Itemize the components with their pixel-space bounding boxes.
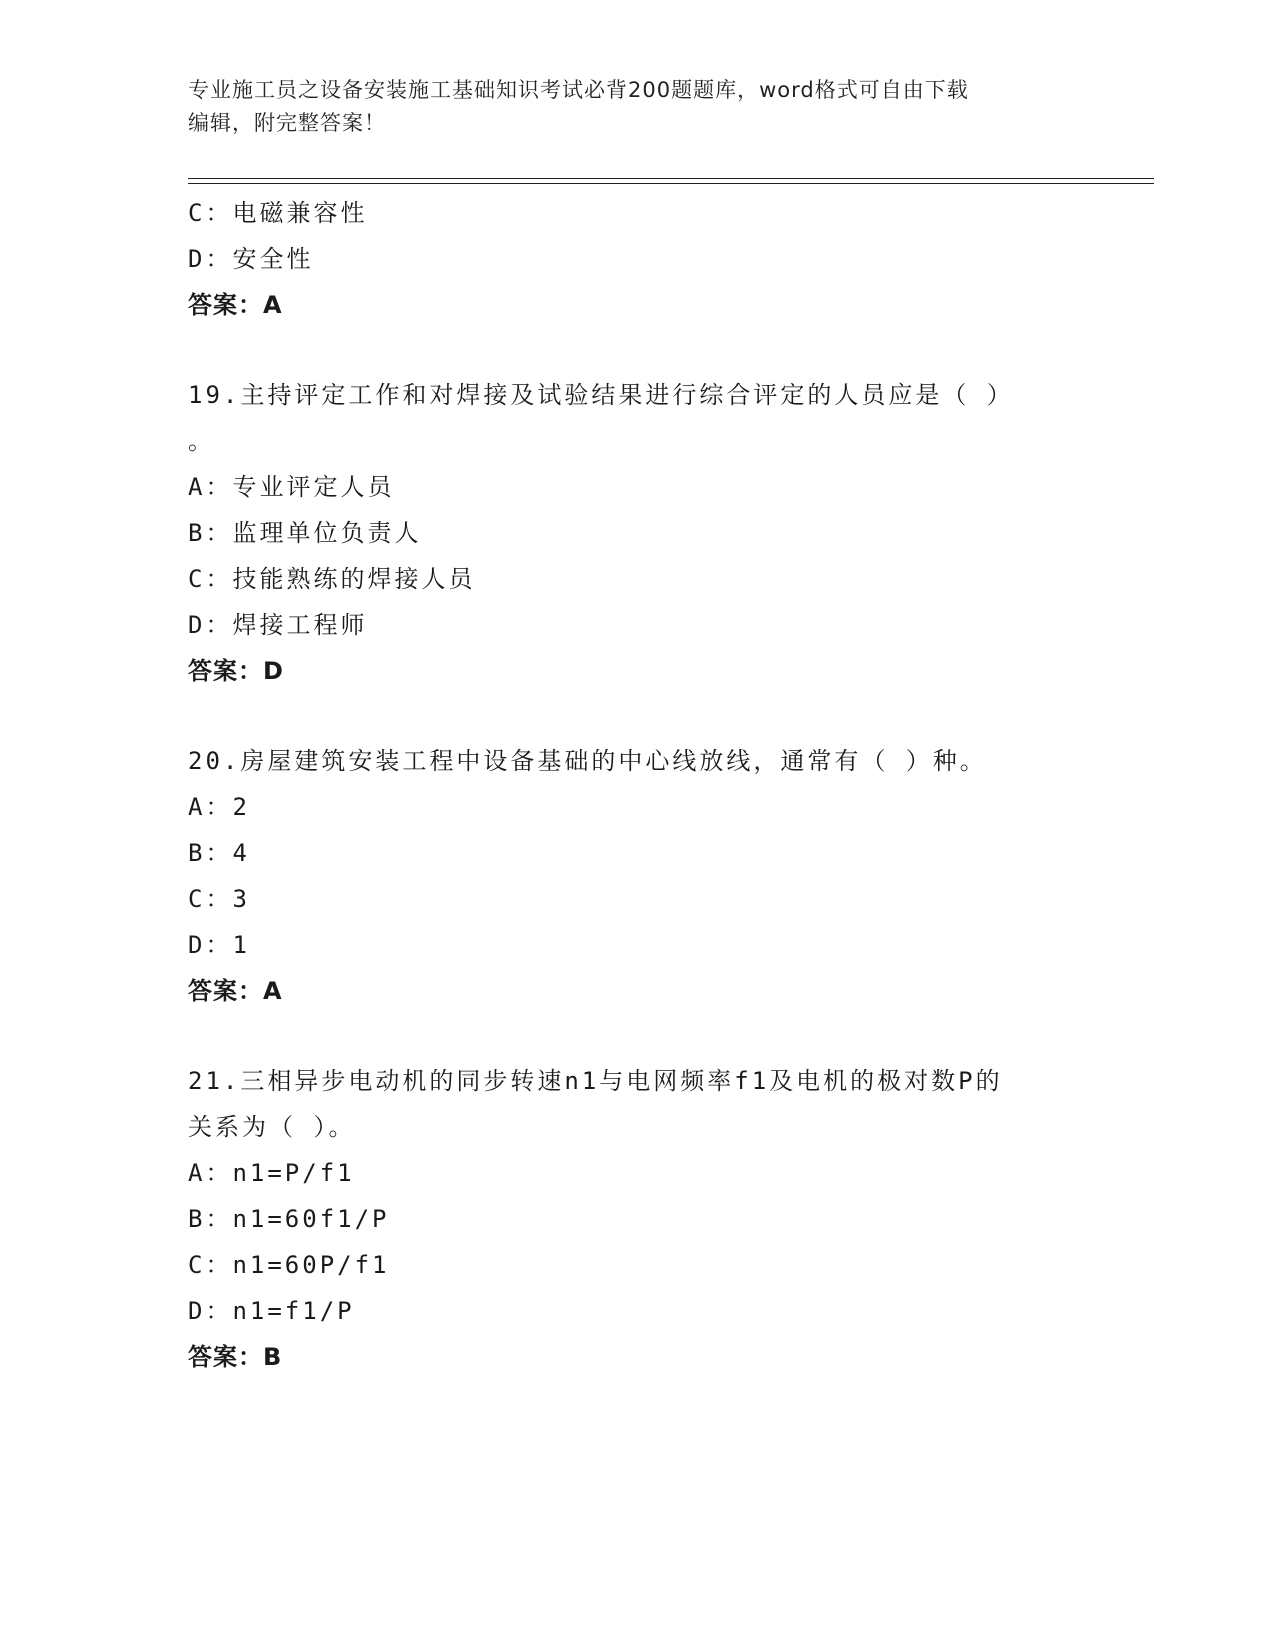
answer-label: 答案：D	[188, 657, 284, 685]
question-text-line1: 20.房屋建筑安装工程中设备基础的中心线放线，通常有（ ）种。	[188, 747, 987, 775]
question-text-line2: 关系为（ ）。	[188, 1113, 356, 1141]
question-20	[188, 738, 1088, 1014]
question-spacer	[188, 1014, 1088, 1058]
header-title-line1: 专业施工员之设备安装施工基础知识考试必背200题题库，word格式可自由下载	[188, 78, 969, 102]
question-list	[188, 190, 1088, 1380]
option-d: D：焊接工程师	[188, 611, 368, 639]
question-text-line1: 21.三相异步电动机的同步转速n1与电网频率f1及电机的极对数P的	[188, 1067, 1003, 1095]
option-c: C：技能熟练的焊接人员	[188, 565, 476, 593]
question-spacer	[188, 328, 1088, 372]
option-d: D：1	[188, 931, 250, 959]
option-d: D：n1=f1/P	[188, 1297, 355, 1325]
option-a: A：2	[188, 793, 250, 821]
answer-label: 答案：B	[188, 1343, 283, 1371]
document-header	[188, 74, 1088, 140]
question-18-tail	[188, 190, 1088, 328]
question-19	[188, 372, 1088, 694]
option-c: C：n1=60P/f1	[188, 1251, 390, 1279]
question-21	[188, 1058, 1088, 1380]
option-a: A：专业评定人员	[188, 473, 395, 501]
option-b: B：n1=60f1/P	[188, 1205, 390, 1233]
header-title-line2: 编辑，附完整答案！	[188, 111, 386, 135]
option-c: C：3	[188, 885, 250, 913]
answer-label: 答案：A	[188, 977, 283, 1005]
question-text-line1: 19.主持评定工作和对焊接及试验结果进行综合评定的人员应是（ ）	[188, 381, 1014, 409]
option-a: A：n1=P/f1	[188, 1159, 355, 1187]
question-spacer	[188, 694, 1088, 738]
option-b: B：4	[188, 839, 250, 867]
option-d: D：安全性	[188, 245, 314, 273]
option-b: B：监理单位负责人	[188, 519, 422, 547]
answer-label: 答案：A	[188, 291, 283, 319]
option-c: C：电磁兼容性	[188, 199, 368, 227]
question-text-line2: 。	[188, 427, 215, 455]
header-rule-thin	[188, 183, 1154, 184]
header-rule-thick	[188, 178, 1154, 179]
